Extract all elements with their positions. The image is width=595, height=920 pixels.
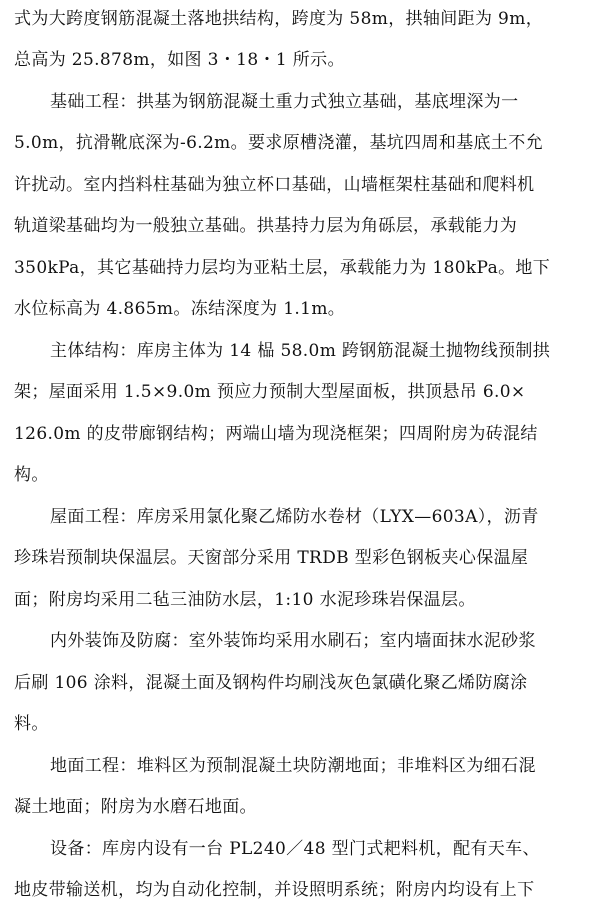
paragraph-roof-start: 屋面工程：库房采用氯化聚乙烯防水卷材（LYX—603A），沥青 bbox=[50, 507, 539, 527]
paragraph-foundation-start: 基础工程：拱基为钢筋混凝土重力式独立基础，基底埋深为一 bbox=[50, 92, 519, 112]
text-line: 水位标高为 4.865m。冻结深度为 1.1m。 bbox=[14, 299, 346, 319]
text-line: 5.0m，抗滑靴底深为-6.2m。要求原槽浇灌，基坑四周和基底土不允 bbox=[14, 133, 543, 153]
text-line: 总高为 25.878m，如图 3・18・1 所示。 bbox=[14, 50, 345, 70]
text-line: 地皮带输送机，均为自动化控制，并设照明系统；附房内均设有上下 bbox=[14, 880, 535, 900]
text-line: 面；附房均采用二毡三油防水层，1:10 水泥珍珠岩保温层。 bbox=[14, 590, 476, 610]
text-line: 珍珠岩预制块保温层。天窗部分采用 TRDB 型彩色钢板夹心保温屋 bbox=[14, 548, 529, 568]
text-line: 架；屋面采用 1.5×9.0m 预应力预制大型屋面板，拱顶悬吊 6.0× bbox=[14, 382, 526, 402]
paragraph-main-structure-start: 主体结构：库房主体为 14 榀 58.0m 跨钢筋混凝土抛物线预制拱 bbox=[50, 341, 551, 361]
text-line: 轨道梁基础均为一般独立基础。拱基持力层为角砾层，承载能力为 bbox=[14, 216, 518, 236]
paragraph-equipment-start: 设备：库房内设有一台 PL240／48 型门式耙料机，配有天车、 bbox=[50, 839, 540, 859]
text-line: 构。 bbox=[14, 465, 49, 485]
text-line: 后刷 106 涂料，混凝土面及钢构件均刷浅灰色氯磺化聚乙烯防腐涂 bbox=[14, 673, 528, 693]
paragraph-decoration-start: 内外装饰及防腐：室外装饰均采用水刷石；室内墙面抹水泥砂浆 bbox=[50, 631, 536, 651]
text-line: 凝土地面；附房为水磨石地面。 bbox=[14, 797, 257, 817]
text-line: 350kPa，其它基础持力层均为亚粘土层，承载能力为 180kPa。地下 bbox=[14, 258, 551, 278]
text-line: 126.0m 的皮带廊钢结构；两端山墙为现浇框架；四周附房为砖混结 bbox=[14, 424, 538, 444]
paragraph-floor-start: 地面工程：堆料区为预制混凝土块防潮地面；非堆料区为细石混 bbox=[50, 756, 536, 776]
text-line: 许扰动。室内挡料柱基础为独立杯口基础，山墙框架柱基础和爬料机 bbox=[14, 175, 535, 195]
text-line: 式为大跨度钢筋混凝土落地拱结构，跨度为 58m，拱轴间距为 9m， bbox=[14, 9, 544, 29]
text-line: 料。 bbox=[14, 714, 49, 734]
